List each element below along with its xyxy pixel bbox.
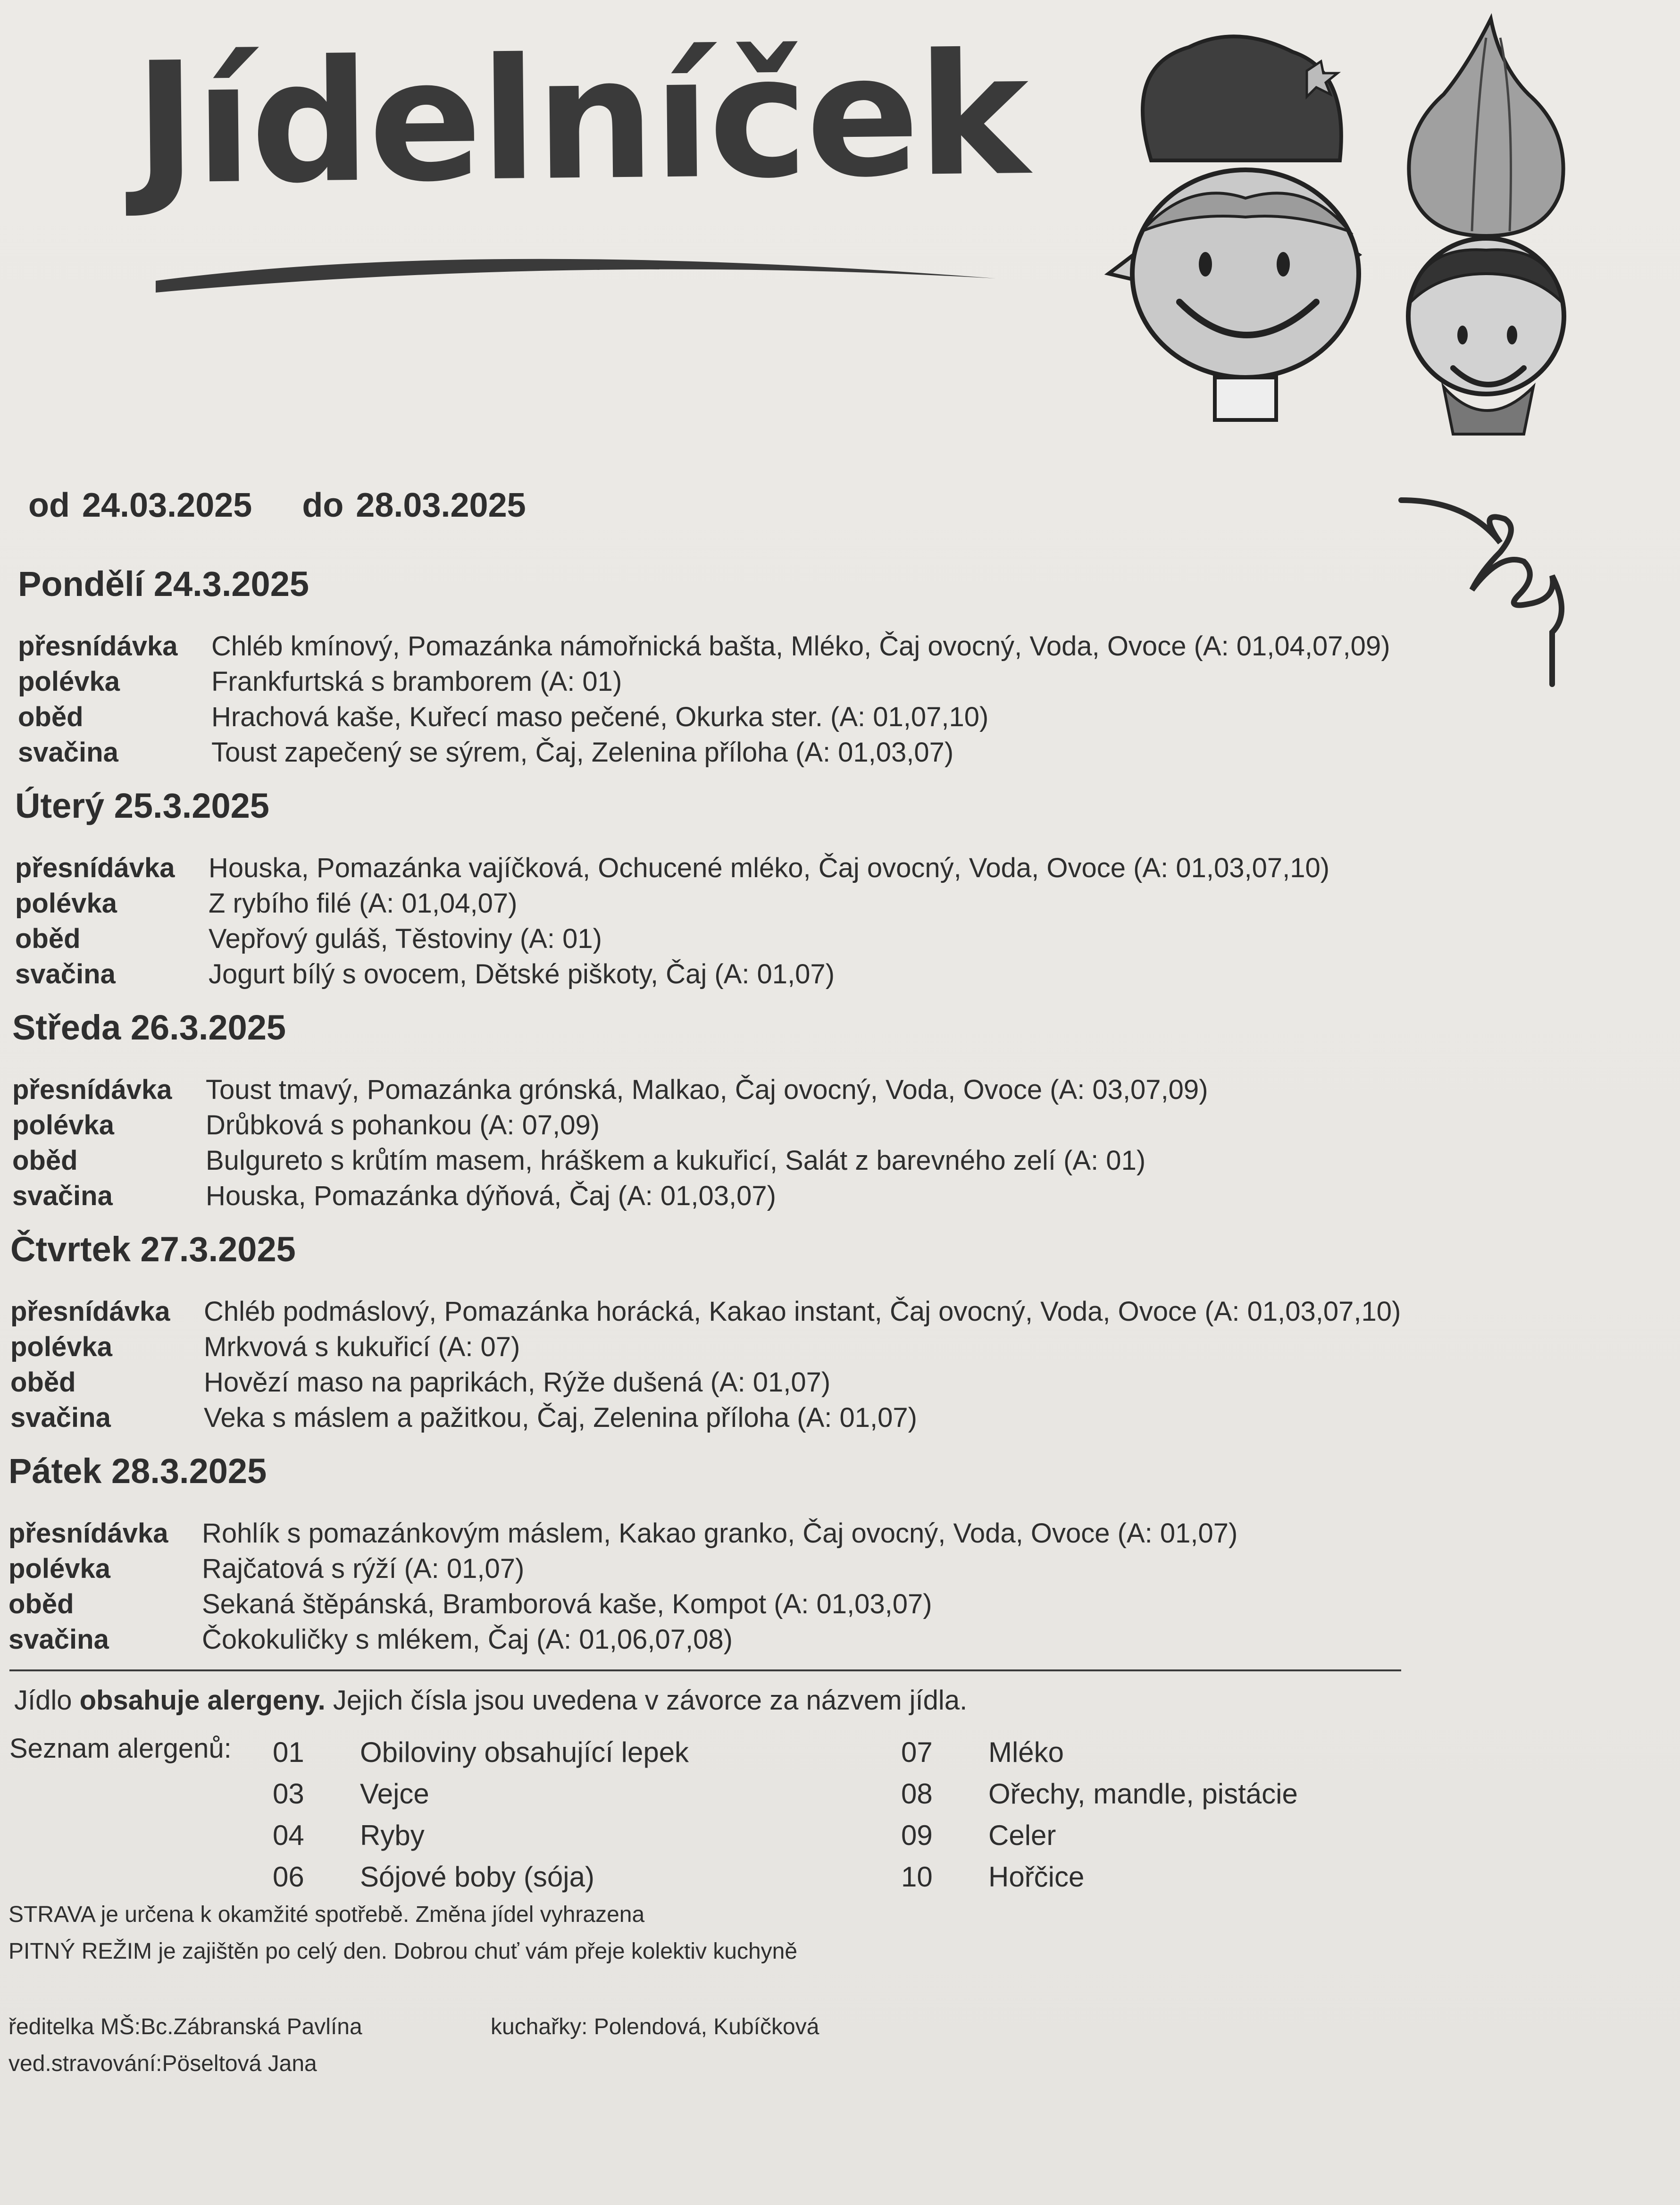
meal-row [18, 699, 1622, 735]
allergen-note-prefix: Jídlo [14, 1685, 80, 1716]
boy-chef-illustration [1392, 9, 1580, 462]
allergen-name: Ořechy, mandle, pistácie [988, 1778, 1298, 1810]
meal-label: svačina [12, 1181, 113, 1211]
section-divider [9, 1669, 1401, 1671]
meal-text: Mrkvová s kukuřicí (A: 07) [204, 1332, 520, 1362]
allergen-item [901, 1815, 1298, 1856]
day-title: Pondělí 24.3.2025 [18, 564, 309, 604]
day-title: Pátek 28.3.2025 [8, 1451, 267, 1491]
allergen-code: 08 [901, 1778, 933, 1810]
meal-row [12, 1107, 1616, 1143]
meal-label: přesnídávka [12, 1074, 172, 1105]
allergen-list-left [273, 1732, 689, 1898]
meal-row [12, 1072, 1616, 1107]
meal-label: oběd [8, 1589, 74, 1619]
day-block-friday [8, 1451, 1613, 1657]
allergen-name: Hořčice [988, 1861, 1085, 1893]
meal-label: přesnídávka [8, 1518, 168, 1549]
meal-text: Čokokuličky s mlékem, Čaj (A: 01,06,07,08) [202, 1624, 733, 1655]
date-from: od 24.03.2025 [28, 486, 252, 524]
meal-label: přesnídávka [10, 1296, 170, 1327]
meal-text: Rohlík s pomazánkovým máslem, Kakao granko, Čaj ovocný, Voda, Ovoce (A: 01,07) [202, 1518, 1238, 1549]
allergen-item [273, 1856, 689, 1898]
meal-row [18, 629, 1622, 664]
meal-label: polévka [12, 1110, 114, 1140]
day-block-monday [18, 564, 1622, 770]
meal-label: svačina [10, 1402, 111, 1433]
meal-row [8, 1622, 1613, 1657]
allergen-name: Celer [988, 1819, 1056, 1851]
meal-row [18, 735, 1622, 770]
meal-text: Jogurt bílý s ovocem, Dětské piškoty, Čaj (A: 01,07) [209, 959, 835, 989]
day-title: Středa 26.3.2025 [12, 1008, 286, 1047]
allergen-name: Ryby [360, 1819, 425, 1851]
allergen-item [273, 1732, 689, 1773]
meal-text: Hrachová kaše, Kuřecí maso pečené, Okurka ster. (A: 01,07,10) [211, 702, 989, 732]
meal-text: Houska, Pomazánka dýňová, Čaj (A: 01,03,07) [206, 1181, 776, 1211]
meal-text: Toust zapečený se sýrem, Čaj, Zelenina příloha (A: 01,03,07) [211, 737, 954, 768]
meal-text: Sekaná štěpánská, Bramborová kaše, Kompot (A: 01,03,07) [202, 1589, 932, 1619]
meal-row [8, 1551, 1613, 1586]
meal-row [10, 1329, 1614, 1365]
meal-text: Houska, Pomazánka vajíčková, Ochucené mléko, Čaj ovocný, Voda, Ovoce (A: 01,03,07,10) [209, 853, 1330, 883]
meal-text: Hovězí maso na paprikách, Rýže dušená (A: 01,07) [204, 1367, 831, 1398]
date-to: do 28.03.2025 [302, 486, 526, 524]
allergen-name: Vejce [360, 1778, 429, 1810]
date-range [28, 486, 564, 525]
meal-text: Drůbková s pohankou (A: 07,09) [206, 1110, 600, 1140]
allergen-name: Obiloviny obsahující lepek [360, 1736, 689, 1768]
meal-text: Veka s máslem a pažitkou, Čaj, Zelenina příloha (A: 01,07) [204, 1402, 917, 1433]
meal-row [10, 1294, 1614, 1329]
meal-row [15, 886, 1619, 921]
meal-row [15, 956, 1619, 992]
allergen-item [273, 1815, 689, 1856]
meal-row [8, 1586, 1613, 1622]
footer-head-catering: ved.stravování:Pöseltová Jana [8, 2051, 317, 2076]
allergen-code: 03 [273, 1778, 304, 1810]
meal-label: polévka [8, 1553, 110, 1584]
allergen-note-bold: obsahuje alergeny. [79, 1685, 326, 1716]
meal-label: přesnídávka [15, 853, 175, 883]
allergen-code: 10 [901, 1861, 933, 1893]
meal-label: oběd [12, 1145, 78, 1176]
meal-row [8, 1516, 1613, 1551]
meal-label: oběd [10, 1367, 76, 1398]
meal-text: Chléb podmáslový, Pomazánka horácká, Kakao instant, Čaj ovocný, Voda, Ovoce (A: 01,03,07,10) [204, 1296, 1401, 1327]
meal-row [12, 1143, 1616, 1178]
meal-label: polévka [10, 1332, 112, 1362]
day-block-thursday [10, 1229, 1614, 1435]
allergen-code: 01 [273, 1736, 304, 1768]
footer-director: ředitelka MŠ:Bc.Zábranská Pavlína [8, 2014, 362, 2039]
allergen-item [901, 1856, 1298, 1898]
allergen-note-suffix: Jejich čísla jsou uvedena v závorce za názvem jídla. [325, 1685, 968, 1716]
allergen-name: Mléko [988, 1736, 1064, 1768]
allergen-name: Sójové boby (sója) [360, 1861, 594, 1893]
meal-row [10, 1365, 1614, 1400]
footer-line-strava: STRAVA je určena k okamžité spotřebě. Změna jídel vyhrazena [8, 1902, 645, 1927]
meal-label: polévka [18, 666, 120, 697]
meal-label: svačina [15, 959, 116, 989]
meal-text: Frankfurtská s bramborem (A: 01) [211, 666, 622, 697]
allergen-code: 06 [273, 1861, 304, 1893]
day-block-wednesday [12, 1007, 1616, 1214]
meal-label: přesnídávka [18, 631, 178, 662]
meal-row [18, 664, 1622, 699]
allergen-code: 04 [273, 1819, 304, 1851]
allergen-item [273, 1773, 689, 1815]
meal-text: Vepřový guláš, Těstoviny (A: 01) [209, 923, 602, 954]
meal-label: oběd [18, 702, 84, 732]
page-title: Jídelníček [133, 17, 1028, 222]
meal-row [10, 1400, 1614, 1435]
meal-label: svačina [18, 737, 118, 768]
meal-text: Rajčatová s rýží (A: 01,07) [202, 1553, 525, 1584]
allergen-item [901, 1773, 1298, 1815]
meal-text: Chléb kmínový, Pomazánka námořnická bašta, Mléko, Čaj ovocný, Voda, Ovoce (A: 01,04,07,09) [211, 631, 1390, 662]
day-block-tuesday [15, 786, 1619, 992]
allergen-list-label: Seznam alergenů: [9, 1733, 232, 1764]
meal-row [12, 1178, 1616, 1214]
meal-label: polévka [15, 888, 117, 919]
allergen-code: 07 [901, 1736, 933, 1768]
meal-label: svačina [8, 1624, 109, 1655]
footer-cooks: kuchařky: Polendová, Kubíčková [491, 2014, 819, 2039]
allergen-item [901, 1732, 1298, 1773]
meal-text: Toust tmavý, Pomazánka grónská, Malkao, Čaj ovocný, Voda, Ovoce (A: 03,07,09) [206, 1074, 1208, 1105]
day-title: Úterý 25.3.2025 [15, 786, 269, 825]
allergen-code: 09 [901, 1819, 933, 1851]
title-underline [151, 236, 1000, 297]
allergen-note [14, 1685, 967, 1716]
meal-text: Z rybího filé (A: 01,04,07) [209, 888, 518, 919]
meal-row [15, 850, 1619, 886]
day-title: Čtvrtek 27.3.2025 [10, 1230, 296, 1269]
allergen-list-right [901, 1732, 1298, 1898]
meal-row [15, 921, 1619, 956]
girl-chef-illustration [1095, 9, 1396, 434]
meal-label: oběd [15, 923, 81, 954]
footer-line-drinking: PITNÝ REŽIM je zajištěn po celý den. Dobrou chuť vám přeje kolektiv kuchyně [8, 1939, 798, 1964]
meal-text: Bulgureto s krůtím masem, hráškem a kukuřicí, Salát z barevného zelí (A: 01) [206, 1145, 1146, 1176]
